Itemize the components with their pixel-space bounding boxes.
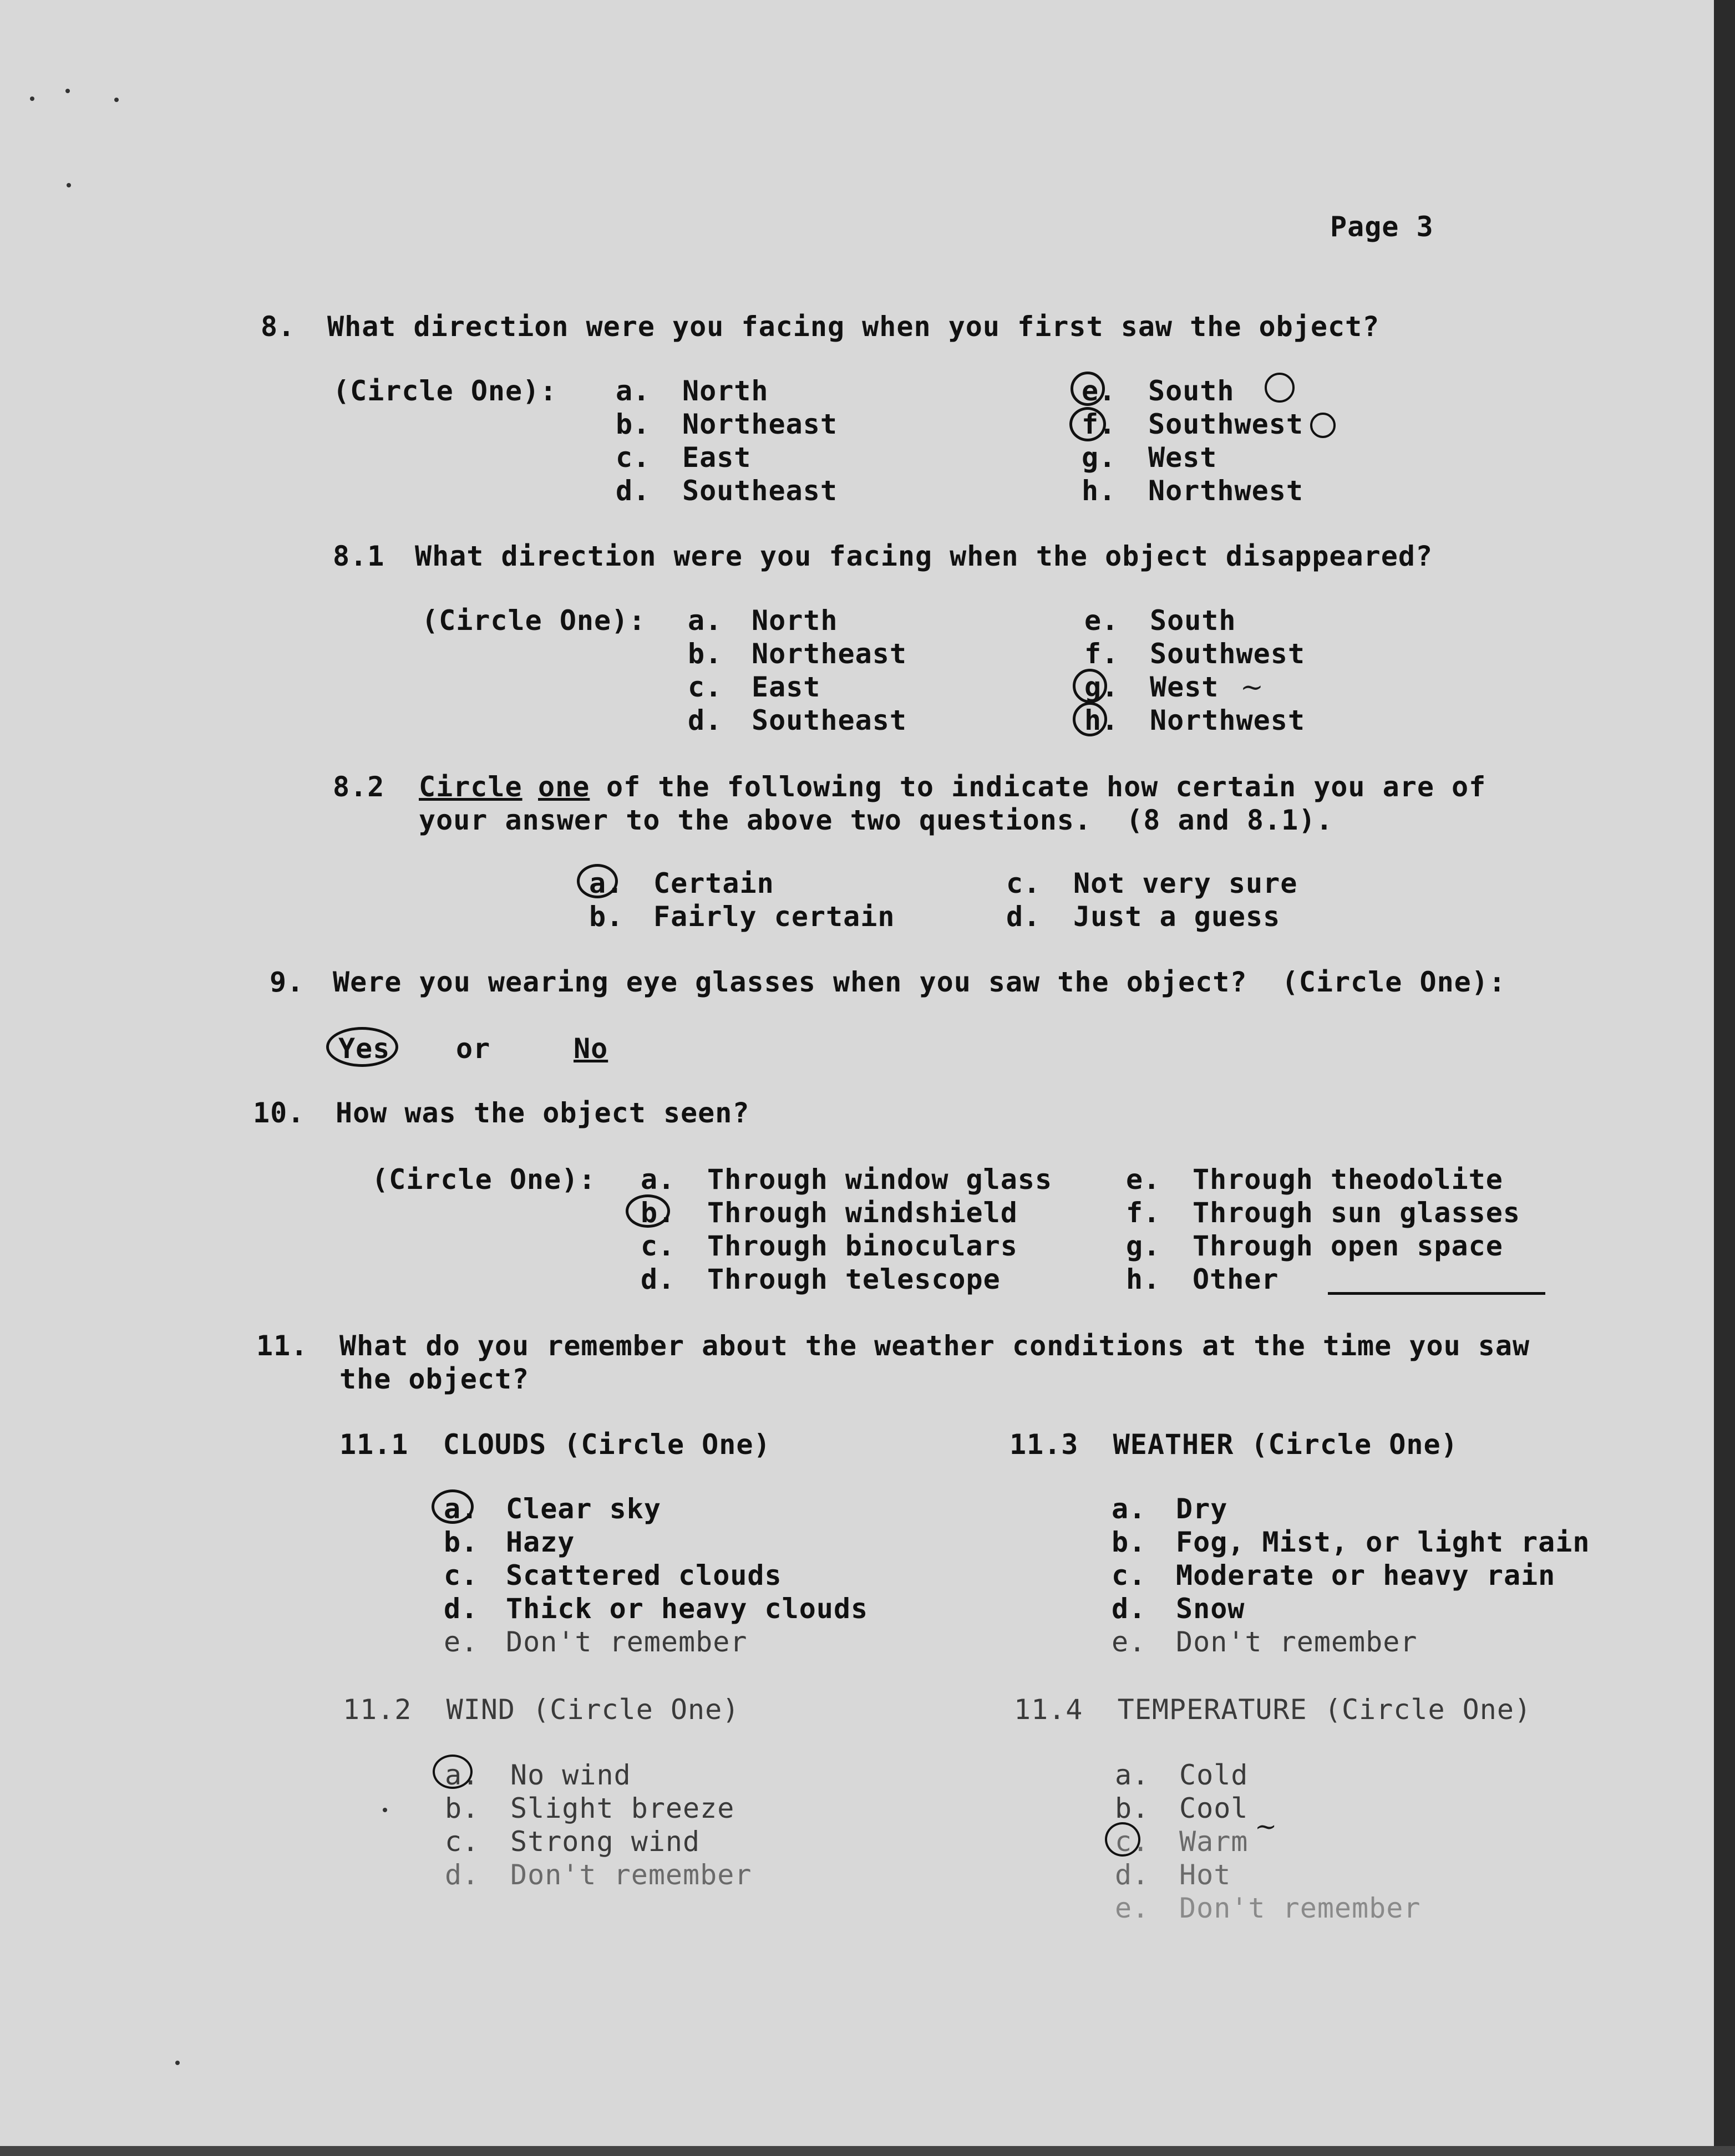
option-letter: e.: [1126, 1163, 1161, 1196]
option-text: Through theodolite: [1193, 1163, 1503, 1196]
option-text: Certain: [653, 867, 774, 899]
question-text: your answer to the above two questions. (8 and 8.1).: [419, 804, 1333, 836]
option-letter: a.: [444, 1493, 479, 1525]
underlined-word: one: [538, 771, 590, 803]
option-text: No wind: [510, 1759, 631, 1791]
answer-or: or: [456, 1033, 491, 1065]
option-letter: e.: [444, 1626, 479, 1658]
option-text: West: [1148, 441, 1217, 474]
instruction: (Circle One):: [422, 604, 646, 637]
option-text: Northwest: [1150, 704, 1305, 736]
answer-yes: Yes: [338, 1033, 390, 1065]
page-number: Page 3: [1330, 211, 1434, 243]
option-letter: h.: [1126, 1263, 1161, 1295]
scan-speck: [67, 183, 71, 187]
option-text: South: [1150, 604, 1236, 637]
option-letter: b.: [1112, 1526, 1146, 1558]
underlined-word: Circle: [419, 771, 522, 803]
option-text: Dry: [1176, 1493, 1228, 1525]
option-text: Cold: [1179, 1759, 1249, 1791]
option-letter: e.: [1115, 1892, 1150, 1924]
circled-answer-mark: [1073, 702, 1107, 736]
question-number: 8.2: [333, 771, 385, 803]
option-text: Don't remember: [510, 1859, 752, 1891]
option-text: Southwest: [1148, 408, 1303, 440]
section-title: 11.2 WIND (Circle One): [343, 1694, 740, 1726]
option-letter: c.: [688, 671, 723, 703]
answer-no: No: [574, 1033, 608, 1065]
option-letter: a.: [641, 1163, 676, 1196]
option-text: Don't remember: [1176, 1626, 1418, 1658]
option-letter: c.: [445, 1826, 480, 1858]
option-letter: d.: [1115, 1859, 1150, 1891]
option-letter: b.: [616, 408, 651, 440]
option-letter: a.: [688, 604, 723, 637]
question-text: Were you wearing eye glasses when you saw the object? (Circle One):: [333, 966, 1506, 998]
handwritten-scribble: ~: [1240, 671, 1264, 703]
question-text: What direction were you facing when you first saw the object?: [327, 311, 1380, 343]
instruction: (Circle One):: [372, 1163, 596, 1196]
option-letter: c.: [1006, 867, 1041, 899]
question-text: of the following to indicate how certain you are of: [606, 771, 1487, 803]
option-letter: h.: [1084, 704, 1119, 736]
question-number: 10.: [253, 1097, 305, 1129]
option-letter: a.: [616, 375, 651, 407]
circled-answer-mark: [1105, 1822, 1140, 1857]
option-text: Southeast: [682, 475, 838, 507]
option-letter: d.: [688, 704, 723, 736]
question-text: What do you remember about the weather conditions at the time you saw: [339, 1330, 1530, 1362]
option-letter: f.: [1082, 408, 1117, 440]
option-text: Not very sure: [1073, 867, 1298, 899]
circled-answer-mark: [1071, 372, 1105, 406]
option-text: Hot: [1179, 1859, 1231, 1891]
option-letter: a.: [1112, 1493, 1146, 1525]
option-letter: d.: [1112, 1593, 1146, 1625]
option-text: Through sun glasses: [1193, 1197, 1520, 1229]
question-text: How was the object seen?: [336, 1097, 750, 1129]
option-text: Northeast: [682, 408, 838, 440]
option-text: North: [682, 375, 769, 407]
question-number: 9.: [270, 966, 305, 998]
option-text: South: [1148, 375, 1235, 407]
question-number: 8.: [261, 311, 296, 343]
option-text: Don't remember: [1179, 1892, 1421, 1924]
option-text: Through telescope: [707, 1263, 1001, 1295]
option-text: Northeast: [752, 638, 907, 670]
circled-answer-mark: [433, 1755, 473, 1789]
handwritten-circle-mark: [1310, 413, 1336, 438]
option-text: Fog, Mist, or light rain: [1176, 1526, 1590, 1558]
option-text: Southwest: [1150, 638, 1305, 670]
circled-answer-mark: [1073, 669, 1107, 703]
option-letter: f.: [1126, 1197, 1161, 1229]
option-text: Other: [1193, 1263, 1279, 1295]
option-text: Slight breeze: [510, 1792, 735, 1824]
scan-speck: [30, 96, 34, 101]
option-text: Through window glass: [707, 1163, 1053, 1196]
circled-answer-mark: [577, 864, 618, 898]
other-blank-line: [1328, 1292, 1545, 1295]
option-text: Southeast: [752, 704, 907, 736]
option-letter: a.: [445, 1759, 480, 1791]
handwritten-circle-mark: [1265, 373, 1295, 403]
option-text: Moderate or heavy rain: [1176, 1559, 1556, 1591]
option-text: Strong wind: [510, 1826, 701, 1858]
option-text: Northwest: [1148, 475, 1303, 507]
section-title: 11.3 WEATHER (Circle One): [1009, 1428, 1458, 1461]
instruction: (Circle One):: [333, 375, 557, 407]
scan-edge-bottom: [0, 2146, 1735, 2156]
option-letter: f.: [1084, 638, 1119, 670]
option-text: Hazy: [506, 1526, 575, 1558]
option-letter: g.: [1126, 1230, 1161, 1262]
option-letter: a.: [589, 867, 624, 899]
option-text: Don't remember: [506, 1626, 748, 1658]
option-letter: c.: [1115, 1826, 1150, 1858]
section-title: 11.4 TEMPERATURE (Circle One): [1014, 1694, 1532, 1726]
option-letter: e.: [1082, 375, 1117, 407]
option-letter: d.: [444, 1593, 479, 1625]
option-letter: d.: [616, 475, 651, 507]
option-text: Through windshield: [707, 1197, 1018, 1229]
option-text: East: [682, 441, 752, 474]
scan-speck: [383, 1808, 387, 1812]
option-letter: c.: [1112, 1559, 1146, 1591]
scan-edge-right: [1714, 0, 1735, 2156]
option-text: West: [1150, 671, 1219, 703]
section-title: 11.1 CLOUDS (Circle One): [339, 1428, 771, 1461]
scan-speck: [114, 98, 119, 102]
circled-answer-mark: [626, 1194, 670, 1228]
option-letter: g.: [1084, 671, 1119, 703]
option-letter: a.: [1115, 1759, 1150, 1791]
option-text: Fairly certain: [653, 901, 895, 933]
option-letter: c.: [444, 1559, 479, 1591]
circled-answer-mark: [432, 1489, 474, 1524]
scan-speck: [65, 89, 70, 93]
option-letter: c.: [641, 1230, 676, 1262]
question-text: What direction were you facing when the object disappeared?: [415, 540, 1433, 572]
option-letter: g.: [1082, 441, 1117, 474]
option-text: Clear sky: [506, 1493, 661, 1525]
question-text: the object?: [339, 1363, 530, 1395]
option-text: Just a guess: [1073, 901, 1281, 933]
option-letter: b.: [1115, 1792, 1150, 1824]
option-letter: b.: [444, 1526, 479, 1558]
option-letter: e.: [1084, 604, 1119, 637]
circled-answer-mark: [1069, 407, 1106, 441]
option-text: Snow: [1176, 1593, 1245, 1625]
option-letter: d.: [445, 1859, 480, 1891]
option-letter: d.: [641, 1263, 676, 1295]
handwritten-scribble: ~: [1255, 1811, 1277, 1842]
question-number: 11.: [256, 1330, 308, 1362]
circled-answer-mark: [326, 1027, 398, 1067]
option-text: East: [752, 671, 821, 703]
option-text: North: [752, 604, 838, 637]
option-letter: d.: [1006, 901, 1041, 933]
option-text: Warm: [1179, 1826, 1249, 1858]
option-text: Through open space: [1193, 1230, 1503, 1262]
question-number: 8.1: [333, 540, 385, 572]
option-letter: c.: [616, 441, 651, 474]
option-text: Through binoculars: [707, 1230, 1018, 1262]
option-letter: h.: [1082, 475, 1117, 507]
scan-speck: [175, 2061, 180, 2065]
option-letter: b.: [641, 1197, 676, 1229]
option-letter: b.: [445, 1792, 480, 1824]
option-letter: b.: [589, 901, 624, 933]
option-text: Thick or heavy clouds: [506, 1593, 869, 1625]
option-text: Scattered clouds: [506, 1559, 782, 1591]
option-letter: e.: [1112, 1626, 1146, 1658]
option-text: Cool: [1179, 1792, 1249, 1824]
option-letter: b.: [688, 638, 723, 670]
